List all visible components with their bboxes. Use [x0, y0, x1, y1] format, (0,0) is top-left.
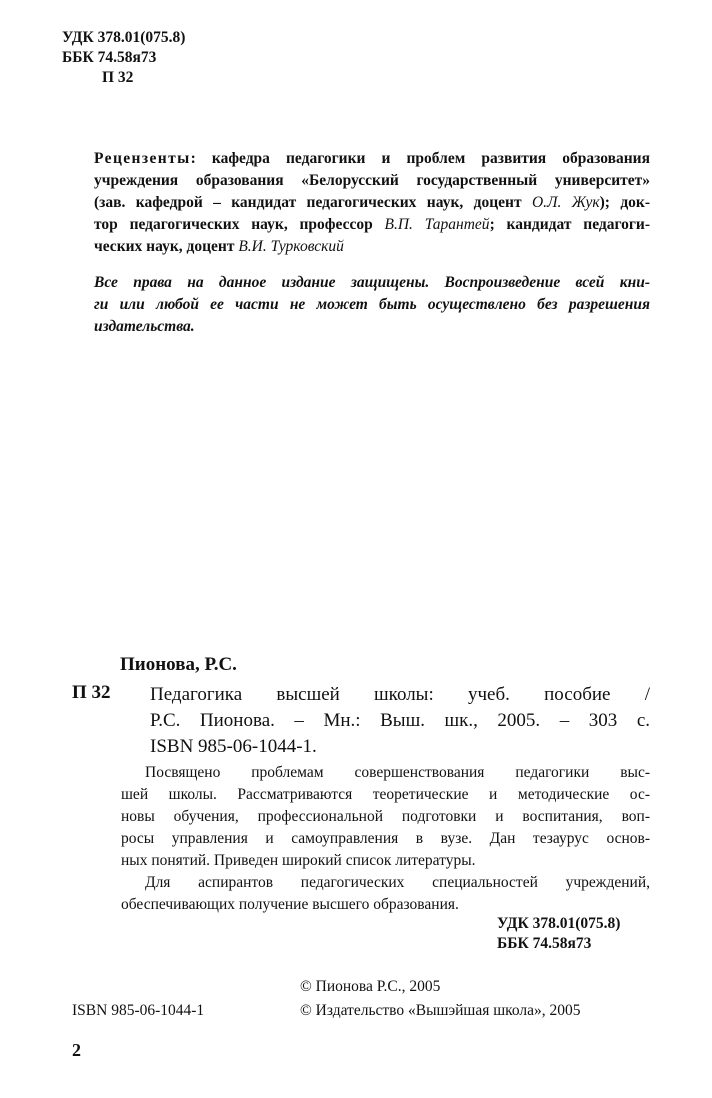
entry-isbn: ISBN 985-06-1044-1.: [150, 736, 317, 757]
isbn-bottom: ISBN 985-06-1044-1: [72, 1002, 205, 1019]
rights-notice: Все права на данное издание защищены. Воспроизведение всей кни- ги или любой ее части не может быть осуществлено без разрешения издательства.: [94, 274, 650, 335]
udk-code: УДК 378.01(075.8): [497, 915, 621, 932]
reviewers-line: Рецензенты: кафедра педагогики и проблем развития образования: [94, 150, 650, 167]
classification-codes-top: [62, 28, 185, 88]
reviewers-line: (зав. кафедрой – кандидат педагогических наук, доцент О.Л. Жук); док-: [94, 194, 651, 211]
entry-description: [150, 682, 650, 760]
copyright-author: © Пионова Р.С., 2005: [300, 978, 441, 995]
reviewers-block: [94, 148, 650, 258]
entry-author: Пионова, Р.С.: [120, 654, 237, 675]
copyright-publisher: © Издательство «Вышэйшая школа», 2005: [300, 1002, 581, 1019]
udk-code: УДК 378.01(075.8): [62, 29, 186, 46]
abstract: Посвящено проблемам совершенствования педагогики выс- шей школы. Рассматриваются теоретические и методические ос- новы обучения, профессиональной подготовки и воспитания, воп- росы управления и самоуправления в вузе. Дан тезаурус основ- ных понятий. Приведен широкий список литературы. Для аспирантов педагогических специальностей учреждений, обеспечивающих получение высшего образования.: [121, 764, 650, 913]
reviewers-line: тор педагогических наук, профессор В.П. Тарантей; кандидат педагоги-: [94, 216, 650, 233]
page-number: 2: [72, 1040, 81, 1060]
reviewers-line: учреждения образования «Белорусский государственный университет»: [94, 172, 650, 189]
reviewer-name: В.И. Турковский: [238, 238, 344, 255]
entry-publication-line: Р.С. Пионова. – Мн.: Выш. шк., 2005. – 303 с.: [150, 710, 650, 731]
entry-title-line: Педагогика высшей школы: учеб. пособие /: [150, 684, 650, 705]
reviewers-label: Рецензенты: [94, 150, 191, 167]
classification-codes-bottom: [497, 914, 620, 954]
bbk-code: ББК 74.58я73: [497, 935, 592, 952]
bbk-code: ББК 74.58я73: [62, 49, 157, 66]
entry-call-number: П 32: [72, 682, 111, 703]
reviewers-line: ческих наук, доцент В.И. Турковский: [94, 238, 344, 255]
reviewer-name: В.П. Тарантей: [384, 216, 490, 233]
reviewer-name: О.Л. Жук: [531, 194, 600, 211]
call-number: П 32: [102, 69, 134, 86]
